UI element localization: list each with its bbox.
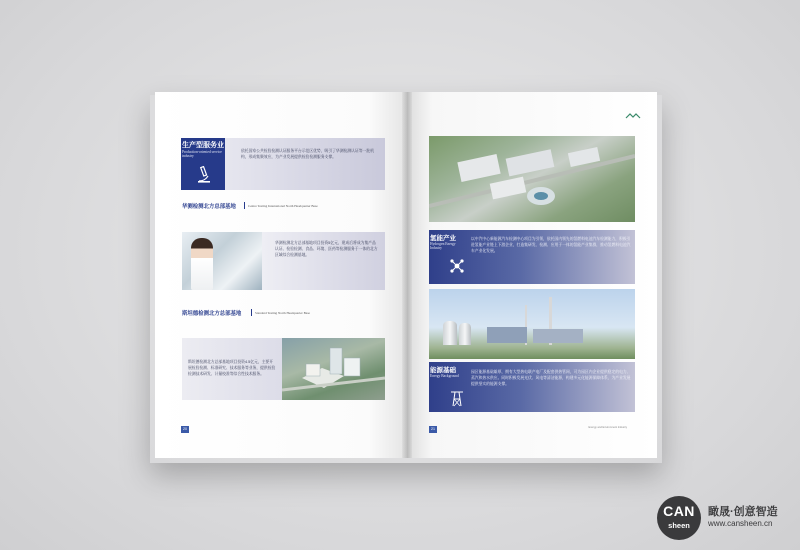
hydrogen-title: 氢能产业 xyxy=(430,235,456,242)
energy-title: 能源基础 xyxy=(430,367,456,374)
left-page-number: 20 xyxy=(183,427,187,431)
logo-top-text: CAN xyxy=(663,503,695,519)
service-subtitle: Production-oriented service industry xyxy=(182,150,222,159)
aerial-art xyxy=(429,136,635,222)
section2-divider xyxy=(251,309,252,316)
section2-heading-en: Standard Testing North Headquarter Base xyxy=(255,311,311,315)
studio-name: 瞰晟·创意智造 xyxy=(708,506,778,518)
building-rendering-art xyxy=(282,338,385,400)
hydrogen-body: 以中汽中心新能源汽车检测中心项目为引领，依托国内领先的氢燃料电池汽车检测能力，积极引进氢能产业链上下游企业，打造集研发、检测、应用于一体的氢能产业集群，推动氢燃料电池汽车产业化发展。 xyxy=(471,237,631,253)
plant-building xyxy=(487,327,527,343)
section1-body: 华测检测北方总部基地项目投资5亿元，建成后将成为集产品认证、检验检测、食品、环境、医药等检测服务于一体的北方区域综合检测基地。 xyxy=(275,241,378,257)
tower-icon xyxy=(449,389,465,407)
service-body: 依托国家公共检验检测认证服务平台示范区优势，吸引了华测检测认证等一批机构，形成集聚效应，为产业发展提供检验检测服务支撑。 xyxy=(241,149,374,159)
energy-body: 园区能源基础雄厚，拥有大型热电联产电厂及配套供热管网，可为园区内企业提供稳定的电力、蒸汽和热水供应。同时积极发展光伏、风电等清洁能源，构建多元化能源保障体系，为产业发展提供坚实的能源支撑。 xyxy=(471,370,631,386)
logo-bottom-text: sheen xyxy=(668,521,690,530)
book-gutter xyxy=(402,92,412,458)
molecule-icon xyxy=(449,258,465,274)
service-title: 生产型服务业 xyxy=(182,142,224,149)
cooling-tower xyxy=(443,321,457,345)
section2-heading: 斯坦德检测北方总部基地 xyxy=(182,311,242,317)
building-rendering-photo xyxy=(282,338,385,400)
section1-divider xyxy=(244,202,245,209)
studio-url: www.cansheen.cn xyxy=(708,519,773,528)
microscope-icon xyxy=(196,166,212,184)
energy-subtitle: Energy Background xyxy=(430,374,459,378)
section1-heading: 华测检测北方总部基地 xyxy=(182,204,236,210)
brand-logo-icon xyxy=(625,113,643,119)
power-plant-photo xyxy=(429,289,635,359)
hydrogen-subtitle: Hydrogen Energy Industry xyxy=(430,242,456,251)
industrial-park-aerial-photo xyxy=(429,136,635,222)
service-text-box xyxy=(225,138,385,190)
cooling-tower xyxy=(459,323,471,345)
lab-researcher-figure xyxy=(191,238,213,290)
right-page-number: 21 xyxy=(431,427,435,431)
cansheen-logo xyxy=(657,496,701,540)
section1-heading-en: Centre Testing International North Headquarter Base xyxy=(248,204,318,208)
plant-building xyxy=(533,329,583,343)
right-page xyxy=(407,92,657,458)
left-page xyxy=(155,92,407,458)
right-page-footer: Energy and Environment Industry xyxy=(588,426,627,429)
section2-body: 斯坦德检测北方总部基地项目投资4.5亿元，主要开展检验检测、标准研究、技术服务等业务，提供检验检测技术研发、计量校准等综合性技术服务。 xyxy=(188,360,276,376)
